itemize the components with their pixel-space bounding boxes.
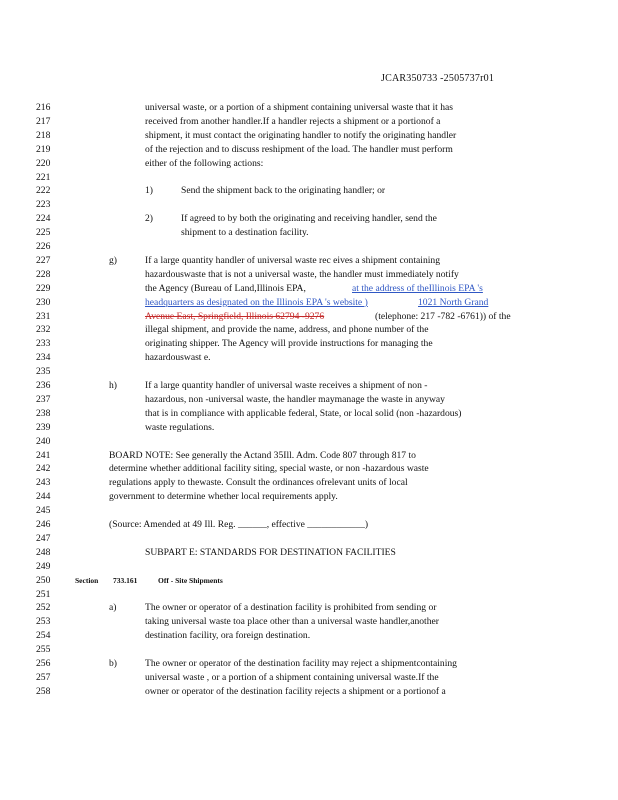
line-text: h) [109,380,117,391]
line-text: SUBPART E: STANDARDS FOR DESTINATION FACILITIES [145,546,396,558]
line-text: determine whether additional facility siting, special waste, or non -hazardous waste [109,463,429,475]
document-line [0,629,618,643]
line-text: government to determine whether local requirements apply. [109,491,338,503]
document-line [0,323,618,337]
document-line [0,421,618,435]
line-number: 252 [36,602,51,614]
document-line [0,157,618,171]
line-text: illegal shipment, and provide the name, address, and phone number of the [145,324,429,336]
document-line [0,657,618,671]
line-number: 238 [36,407,51,419]
line-text: hazardous, non -universal waste, the handler maymanage the waste in anyway [145,393,445,405]
line-number: 249 [36,560,51,572]
line-number: 241 [36,449,51,461]
document-line [0,435,618,449]
line-number: 248 [36,546,51,558]
inserted-text: headquarters as designated on the Illinois EPA 's website ) [145,296,368,308]
document-line [0,198,618,212]
document-line [0,171,618,185]
line-text: The owner or operator of the destination facility may reject a shipmentcontaining [145,658,457,669]
line-number: 234 [36,352,51,364]
line-text: waste regulations. [145,421,215,433]
line-number: 243 [36,477,51,489]
document-line [0,337,618,351]
line-number: 244 [36,491,51,503]
line-text: Off - Site Shipments [158,575,223,585]
line-number: 239 [36,421,51,433]
line-number: 224 [36,213,51,225]
document-line [0,282,618,296]
document-line [0,310,618,324]
line-text: originating shipper. The Agency will provide instructions for managing the [145,338,433,350]
line-number: 256 [36,658,51,669]
document-line [0,615,618,629]
line-number: 235 [36,366,51,378]
line-text: BOARD NOTE: See generally the Actand 35Ill. Adm. Code 807 through 817 to [109,449,416,461]
line-number: 228 [36,268,51,280]
line-number: 231 [36,310,51,322]
line-text: Send the shipment back to the originating handler; or [181,185,386,197]
line-number: 242 [36,463,51,475]
line-number: 240 [36,435,51,447]
line-number: 247 [36,532,51,544]
document-line [0,601,618,615]
line-number: 257 [36,671,51,683]
line-number: 222 [36,185,51,197]
document-line [0,240,618,254]
line-number: 230 [36,296,51,308]
line-number: 246 [36,519,51,530]
document-line [0,560,618,574]
line-text: hazardouswast e. [145,352,211,364]
line-text: (telephone: 217 -782 -6761)) of the [375,310,511,322]
document-line [0,685,618,699]
line-number: 223 [36,199,51,211]
line-text: the Agency (Bureau of Land,Illinois EPA, [145,282,306,294]
document-line [0,532,618,546]
line-text: shipment to a destination facility. [181,227,309,239]
document-line [0,671,618,685]
document-line [0,254,618,268]
document-line [0,115,618,129]
document-line [0,449,618,463]
line-number: 225 [36,227,51,239]
line-number: 218 [36,129,51,141]
document-line [0,546,618,560]
line-text: If a large quantity handler of universal waste receives a shipment of non - [145,380,428,391]
line-text: of the rejection and to discuss reshipment of the load. The handler must perform [145,143,453,155]
document-line [0,296,618,310]
document-line [0,462,618,476]
document-line [0,574,618,588]
line-text: Section [75,575,99,585]
line-number: 255 [36,644,51,656]
document-line [0,129,618,143]
document-line [0,379,618,393]
document-line [0,365,618,379]
line-number: 219 [36,143,51,155]
line-number: 217 [36,115,51,127]
line-number: 258 [36,685,51,697]
document-line [0,407,618,421]
line-text: 1) [145,185,153,197]
document-line [0,518,618,532]
inserted-text: at the address of theIllinois EPA 's [352,282,483,294]
document-line [0,393,618,407]
document-line [0,588,618,602]
line-text: 733.161 [113,575,138,585]
line-number: 237 [36,393,51,405]
line-number: 245 [36,505,51,517]
line-number: 221 [36,171,51,183]
line-number: 232 [36,324,51,336]
line-number: 227 [36,254,51,266]
line-text: regulations apply to thewaste. Consult the ordinances ofrelevant units of local [109,477,408,489]
line-text: If a large quantity handler of universal waste rec eives a shipment containing [145,254,440,266]
line-text: owner or operator of the destination facility rejects a shipment or a portionof a [145,685,446,697]
line-text: 2) [145,213,153,225]
line-text: a) [109,602,117,614]
line-text: (Source: Amended at 49 Ill. Reg. ______, effective ____________) [109,519,369,530]
line-text: received from another handler.If a handler rejects a shipment or a portionof a [145,115,441,127]
line-number: 229 [36,282,51,294]
line-number: 250 [36,574,51,586]
line-text: that is in compliance with applicable federal, State, or local solid (non -hazardous) [145,407,462,419]
document-line [0,490,618,504]
inserted-text: 1021 North Grand [418,296,489,308]
document-line [0,643,618,657]
line-text: b) [109,658,117,669]
document-line [0,143,618,157]
document-line [0,212,618,226]
line-text: g) [109,254,117,266]
struck-text: Avenue East, Springfield, Illinois 62794 -9276 [145,310,325,322]
line-text: If agreed to by both the originating and receiving handler, send the [181,213,437,225]
line-number: 233 [36,338,51,350]
line-number: 236 [36,380,51,391]
line-text: The owner or operator of a destination facility is prohibited from sending or [145,602,437,614]
document-line [0,268,618,282]
line-number: 251 [36,588,51,600]
line-number: 216 [36,102,51,113]
document-line [0,101,618,115]
line-number: 226 [36,241,51,252]
document-line [0,226,618,240]
line-text: universal waste , or a portion of a shipment containing universal waste.If the [145,671,439,683]
document-line [0,184,618,198]
line-text: hazardouswaste that is not a universal waste, the handler must immediately notify [145,268,459,280]
line-number: 254 [36,630,51,642]
line-text: shipment, it must contact the originating handler to notify the originating handler [145,129,457,141]
line-text: destination facility, ora foreign destination. [145,630,311,642]
line-number: 253 [36,616,51,628]
line-text: either of the following actions: [145,157,264,169]
document-line [0,351,618,365]
document-line [0,504,618,518]
document-id: JCAR350733 -2505737r01 [381,73,495,84]
document-line [0,476,618,490]
line-text: universal waste, or a portion of a shipment containing universal waste that it has [145,102,453,113]
line-text: taking universal waste toa place other than a universal waste handler,another [145,616,439,628]
line-number: 220 [36,157,51,169]
